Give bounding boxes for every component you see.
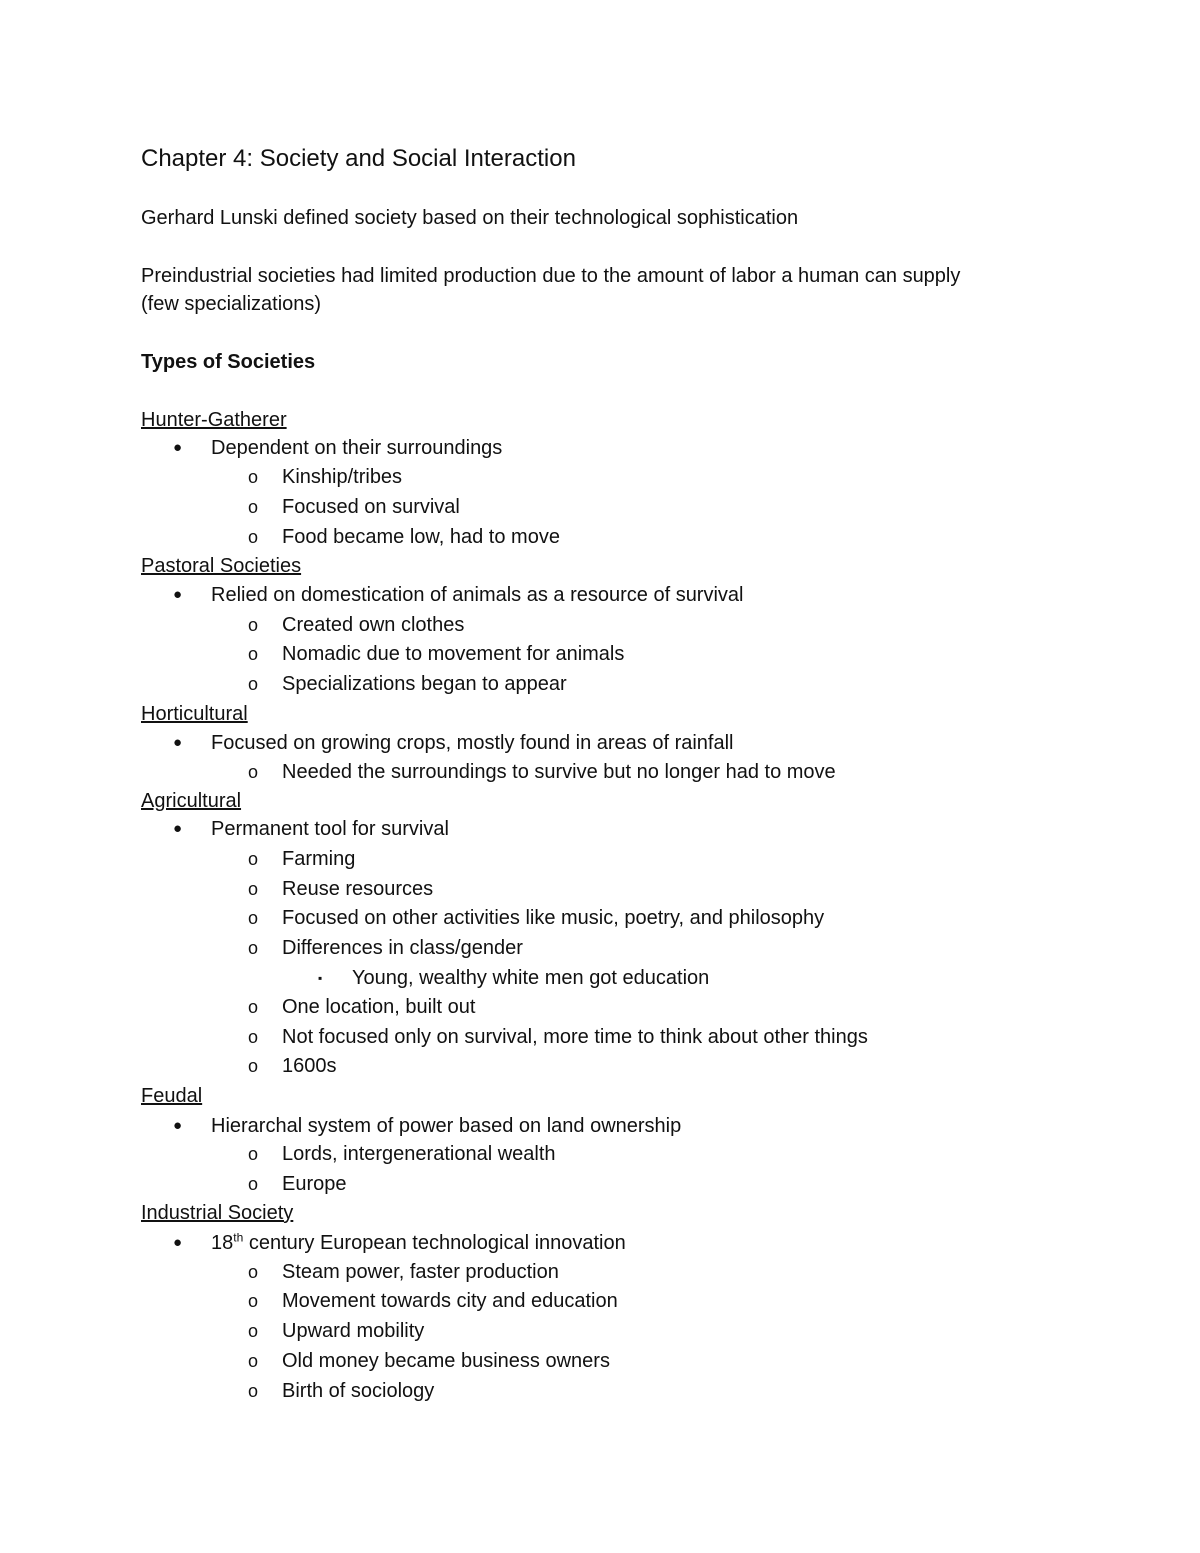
section-heading-agricultural: Agricultural	[141, 790, 242, 812]
circle-bullet-icon: o	[248, 879, 259, 899]
circle-bullet-icon: o	[248, 1321, 259, 1341]
circle-bullet-icon: o	[248, 762, 259, 782]
section-heading-hunter-gatherer: Hunter-Gatherer	[141, 409, 287, 431]
circle-bullet-icon: o	[248, 1262, 259, 1282]
bullet-icon: ●	[173, 1117, 183, 1134]
square-bullet-icon: ▪	[318, 971, 323, 985]
circle-bullet-icon: o	[248, 1056, 259, 1076]
circle-bullet-icon: o	[248, 527, 259, 547]
circle-bullet-icon: o	[248, 849, 259, 869]
circle-bullet-icon: o	[248, 938, 259, 958]
circle-bullet-icon: o	[248, 674, 259, 694]
bullet-icon: ●	[173, 586, 183, 603]
section-heading-pastoral: Pastoral Societies	[141, 555, 302, 577]
superscript-th: th	[233, 1230, 244, 1245]
circle-bullet-icon: o	[248, 908, 259, 928]
section-heading-industrial: Industrial Society	[141, 1202, 294, 1224]
circle-bullet-icon: o	[248, 467, 259, 487]
circle-bullet-icon: o	[248, 1351, 259, 1371]
section-heading-feudal: Feudal	[141, 1085, 203, 1107]
circle-bullet-icon: o	[248, 497, 259, 517]
bullet-icon: ●	[173, 734, 183, 751]
page-title: Chapter 4: Society and Social Interaction	[141, 145, 576, 172]
circle-bullet-icon: o	[248, 1291, 259, 1311]
paragraph-preindustrial-cont: (few specializations)	[141, 293, 322, 315]
paragraph-lunski: Gerhard Lunski defined society based on their technological sophistication	[141, 207, 799, 229]
circle-bullet-icon: o	[248, 1027, 259, 1047]
bullet-icon: ●	[173, 439, 183, 456]
circle-bullet-icon: o	[248, 1144, 259, 1164]
circle-bullet-icon: o	[248, 1174, 259, 1194]
paragraph-preindustrial: Preindustrial societies had limited production due to the amount of labor a human can supply	[141, 265, 961, 287]
circle-bullet-icon: o	[248, 997, 259, 1017]
circle-bullet-icon: o	[248, 644, 259, 664]
bullet-icon: ●	[173, 1234, 183, 1251]
section-heading-horticultural: Horticultural	[141, 703, 248, 725]
circle-bullet-icon: o	[248, 615, 259, 635]
bullet-icon: ●	[173, 820, 183, 837]
document-page: Chapter 4: Society and Social Interaction Gerhard Lunski defined society based on their technological sophistication Preindustrial societies had limited production due to the amount of labor a human can supply (few specializations) Types of Societies Hunter-Gatherer ● Dependent on their surroundings o Kinship/tribes o Focused on survival o Food became low, had to move Pastoral Societies ● Relied on domestication of animals as a resource of survival o Created own clothes o Nomadic due to movement for animals o Specializations began to appear Horticultural ● Focused on growing crops, mostly found in areas of rainfall o Needed the surroundings to survive but no longer had to move Agricultural ● Permanent tool for survival o Farming o Reuse resources o Focused on other activities like music, poetry, and philosophy o Differences in class/gender ▪ Young, wealthy white men got education o One location, built out o Not focused only on survival, more time to think about other things o 1600s Feudal ● Hierarchal system of power based on land ownership o Lords, intergenerational wealth o Europe Industrial Society ● 18th century European technological innovation o Steam power, faster production o Movement towards city and education o Upward mobility o Old money became business owners o Birth of sociology	[0, 0, 1200, 1553]
types-heading: Types of Societies	[141, 351, 316, 373]
circle-bullet-icon: o	[248, 1381, 259, 1401]
